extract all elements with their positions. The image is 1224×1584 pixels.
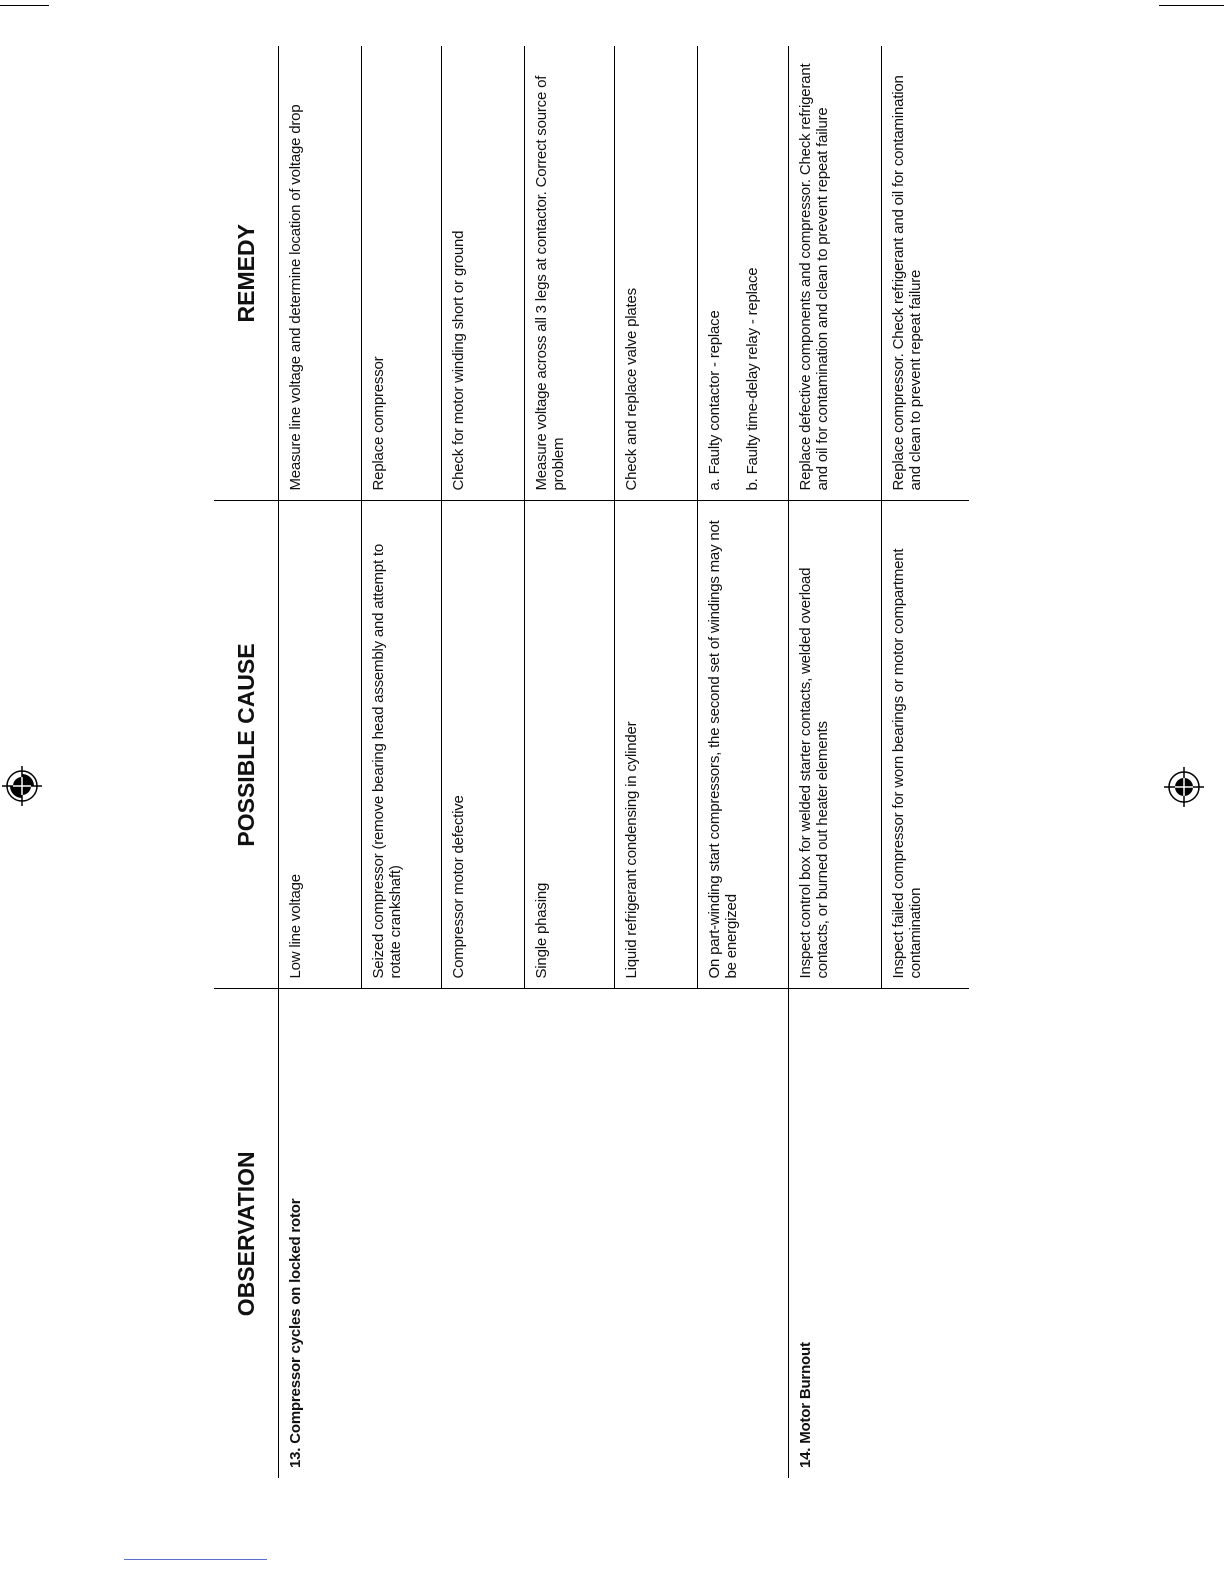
header-row <box>214 46 279 1478</box>
table-row <box>279 46 362 1478</box>
remedy-cell <box>698 46 789 501</box>
remedy-sub-a: a. Faulty contactor - replace <box>706 310 723 491</box>
remedy-sub-b: b. Faulty time-delay relay - replace <box>744 267 761 491</box>
crop-mark-top-left <box>0 5 49 6</box>
observation-13: 13. Compressor cycles on locked rotor <box>287 1198 304 1468</box>
remedy-cell: Replace compressor. Check refrigerant and oil for contamination and clean to prevent repeat failure <box>881 46 969 501</box>
header-remedy: REMEDY <box>214 46 279 501</box>
cause-cell: On part-winding start compressors, the second set of windings may not be energized <box>698 501 789 989</box>
cause-cell: Low line voltage <box>279 501 362 989</box>
cause-cell: Liquid refrigerant condensing in cylinder <box>615 501 698 989</box>
crop-mark-top-right <box>1159 5 1224 6</box>
cause-cell: Inspect failed compressor for worn bearings or motor compartment contamination <box>881 501 969 989</box>
header-observation: OBSERVATION <box>214 989 279 1478</box>
footer-rule <box>124 1559 267 1560</box>
registration-mark-icon <box>2 766 42 806</box>
troubleshooting-table-rotated <box>214 46 969 1478</box>
table-row <box>788 46 881 1478</box>
cause-cell: Seized compressor (remove bearing head assembly and attempt to rotate crankshaft) <box>361 501 442 989</box>
troubleshooting-table <box>214 46 969 1478</box>
remedy-cell: Replace defective components and compressor. Check refrigerant and oil for contamination and clean to prevent repeat failure <box>788 46 881 501</box>
cause-cell: Inspect control box for welded starter contacts, welded overload contacts, or burned out heater elements <box>788 501 881 989</box>
cause-cell: Single phasing <box>524 501 615 989</box>
remedy-cell: Check for motor winding short or ground <box>442 46 525 501</box>
remedy-cell: Measure line voltage and determine location of voltage drop <box>279 46 362 501</box>
remedy-cell: Replace compressor <box>361 46 442 501</box>
remedy-cell: Check and replace valve plates <box>615 46 698 501</box>
cause-cell: Compressor motor defective <box>442 501 525 989</box>
registration-mark-icon <box>1164 767 1204 807</box>
observation-14: 14. Motor Burnout <box>788 989 969 1478</box>
remedy-cell: Measure voltage across all 3 legs at contactor. Correct source of problem <box>524 46 615 501</box>
header-cause: POSSIBLE CAUSE <box>214 501 279 989</box>
